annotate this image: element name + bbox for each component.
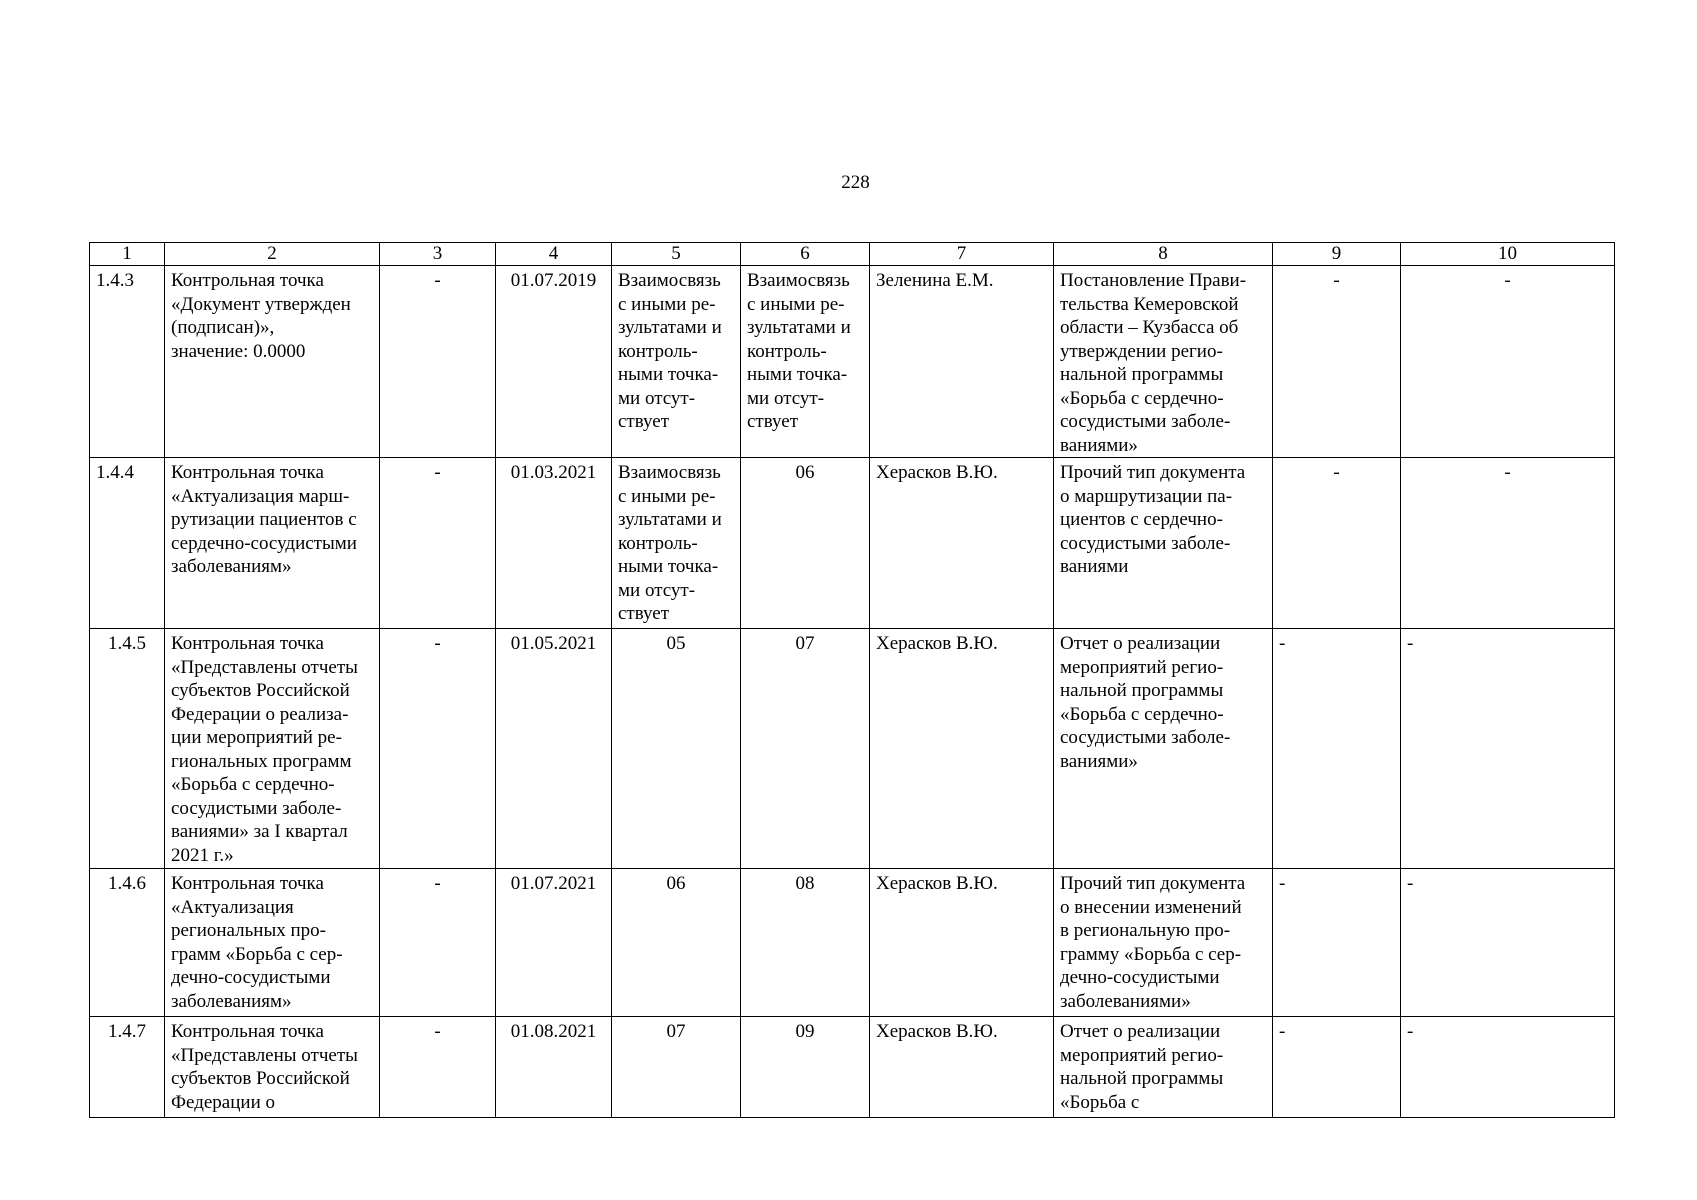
cell-col9: - bbox=[1273, 869, 1401, 1017]
table-header-row bbox=[90, 243, 1615, 266]
document-type: Отчет о реализации мероприятий регио- нальной программы «Борьба с bbox=[1054, 1017, 1273, 1118]
cell-col3: - bbox=[380, 458, 496, 629]
control-points-table bbox=[89, 242, 1615, 1118]
document-type: Прочий тип документа о внесении изменений в региональную про- грамму «Борьба с сер- дечно-сосудистыми заболеваниями» bbox=[1054, 869, 1273, 1017]
cell-col9: - bbox=[1273, 1017, 1401, 1118]
successor-cell: 07 bbox=[741, 629, 870, 869]
cell-col10: - bbox=[1401, 629, 1615, 869]
table-row bbox=[90, 458, 1615, 629]
column-header: 5 bbox=[612, 243, 741, 266]
predecessor-cell: Взаимосвязь с иными ре- зультатами и контроль- ными точка- ми отсут- ствует bbox=[612, 266, 741, 458]
successor-cell: 09 bbox=[741, 1017, 870, 1118]
predecessor-cell: Взаимосвязь с иными ре- зультатами и контроль- ными точка- ми отсут- ствует bbox=[612, 458, 741, 629]
row-number: 1.4.4 bbox=[90, 458, 165, 629]
column-header: 6 bbox=[741, 243, 870, 266]
column-header: 2 bbox=[165, 243, 380, 266]
document-type: Прочий тип документа о маршрутизации па- циентов с сердечно- сосудистыми заболе- ваниями bbox=[1054, 458, 1273, 629]
table-row bbox=[90, 266, 1615, 458]
page-number: 228 bbox=[841, 172, 870, 193]
column-header: 10 bbox=[1401, 243, 1615, 266]
deadline-date: 01.07.2021 bbox=[496, 869, 612, 1017]
control-point-name: Контрольная точка «Представлены отчеты субъектов Российской Федерации о реализа- ции мероприятий ре- гиональных программ «Борьба с сердечно- сосудистыми заболе- ваниями» за I квартал 2021 г.» bbox=[165, 629, 380, 869]
predecessor-cell: 07 bbox=[612, 1017, 741, 1118]
cell-col3: - bbox=[380, 629, 496, 869]
control-point-name: Контрольная точка «Представлены отчеты субъектов Российской Федерации о bbox=[165, 1017, 380, 1118]
column-header: 9 bbox=[1273, 243, 1401, 266]
deadline-date: 01.08.2021 bbox=[496, 1017, 612, 1118]
cell-col3: - bbox=[380, 266, 496, 458]
responsible-person: Херасков В.Ю. bbox=[870, 1017, 1054, 1118]
row-number: 1.4.3 bbox=[90, 266, 165, 458]
cell-col9: - bbox=[1273, 629, 1401, 869]
cell-col10: - bbox=[1401, 266, 1615, 458]
successor-cell: 06 bbox=[741, 458, 870, 629]
column-header: 1 bbox=[90, 243, 165, 266]
table-row bbox=[90, 629, 1615, 869]
responsible-person: Херасков В.Ю. bbox=[870, 629, 1054, 869]
cell-col3: - bbox=[380, 869, 496, 1017]
predecessor-cell: 05 bbox=[612, 629, 741, 869]
row-number: 1.4.7 bbox=[90, 1017, 165, 1118]
row-number: 1.4.6 bbox=[90, 869, 165, 1017]
table-row bbox=[90, 869, 1615, 1017]
cell-col10: - bbox=[1401, 1017, 1615, 1118]
column-header: 7 bbox=[870, 243, 1054, 266]
deadline-date: 01.03.2021 bbox=[496, 458, 612, 629]
document-type: Постановление Прави- тельства Кемеровской области – Кузбасса об утверждении регио- нальной программы «Борьба с сердечно- сосудистыми заболе- ваниями» bbox=[1054, 266, 1273, 458]
deadline-date: 01.07.2019 bbox=[496, 266, 612, 458]
responsible-person: Херасков В.Ю. bbox=[870, 869, 1054, 1017]
successor-cell: Взаимосвязь с иными ре- зультатами и контроль- ными точка- ми отсут- ствует bbox=[741, 266, 870, 458]
successor-cell: 08 bbox=[741, 869, 870, 1017]
row-number: 1.4.5 bbox=[90, 629, 165, 869]
control-point-name: Контрольная точка «Актуализация марш- рутизации пациентов с сердечно-сосудистыми заболеваниям» bbox=[165, 458, 380, 629]
deadline-date: 01.05.2021 bbox=[496, 629, 612, 869]
document-type: Отчет о реализации мероприятий регио- нальной программы «Борьба с сердечно- сосудистыми заболе- ваниями» bbox=[1054, 629, 1273, 869]
column-header: 8 bbox=[1054, 243, 1273, 266]
cell-col9: - bbox=[1273, 266, 1401, 458]
cell-col10: - bbox=[1401, 458, 1615, 629]
control-point-name: Контрольная точка «Документ утвержден (подписан)», значение: 0.0000 bbox=[165, 266, 380, 458]
cell-col9: - bbox=[1273, 458, 1401, 629]
column-header: 3 bbox=[380, 243, 496, 266]
control-point-name: Контрольная точка «Актуализация региональных про- грамм «Борьба с сер- дечно-сосудистыми заболеваниям» bbox=[165, 869, 380, 1017]
cell-col3: - bbox=[380, 1017, 496, 1118]
responsible-person: Зеленина Е.М. bbox=[870, 266, 1054, 458]
responsible-person: Херасков В.Ю. bbox=[870, 458, 1054, 629]
column-header: 4 bbox=[496, 243, 612, 266]
predecessor-cell: 06 bbox=[612, 869, 741, 1017]
cell-col10: - bbox=[1401, 869, 1615, 1017]
table-row bbox=[90, 1017, 1615, 1118]
